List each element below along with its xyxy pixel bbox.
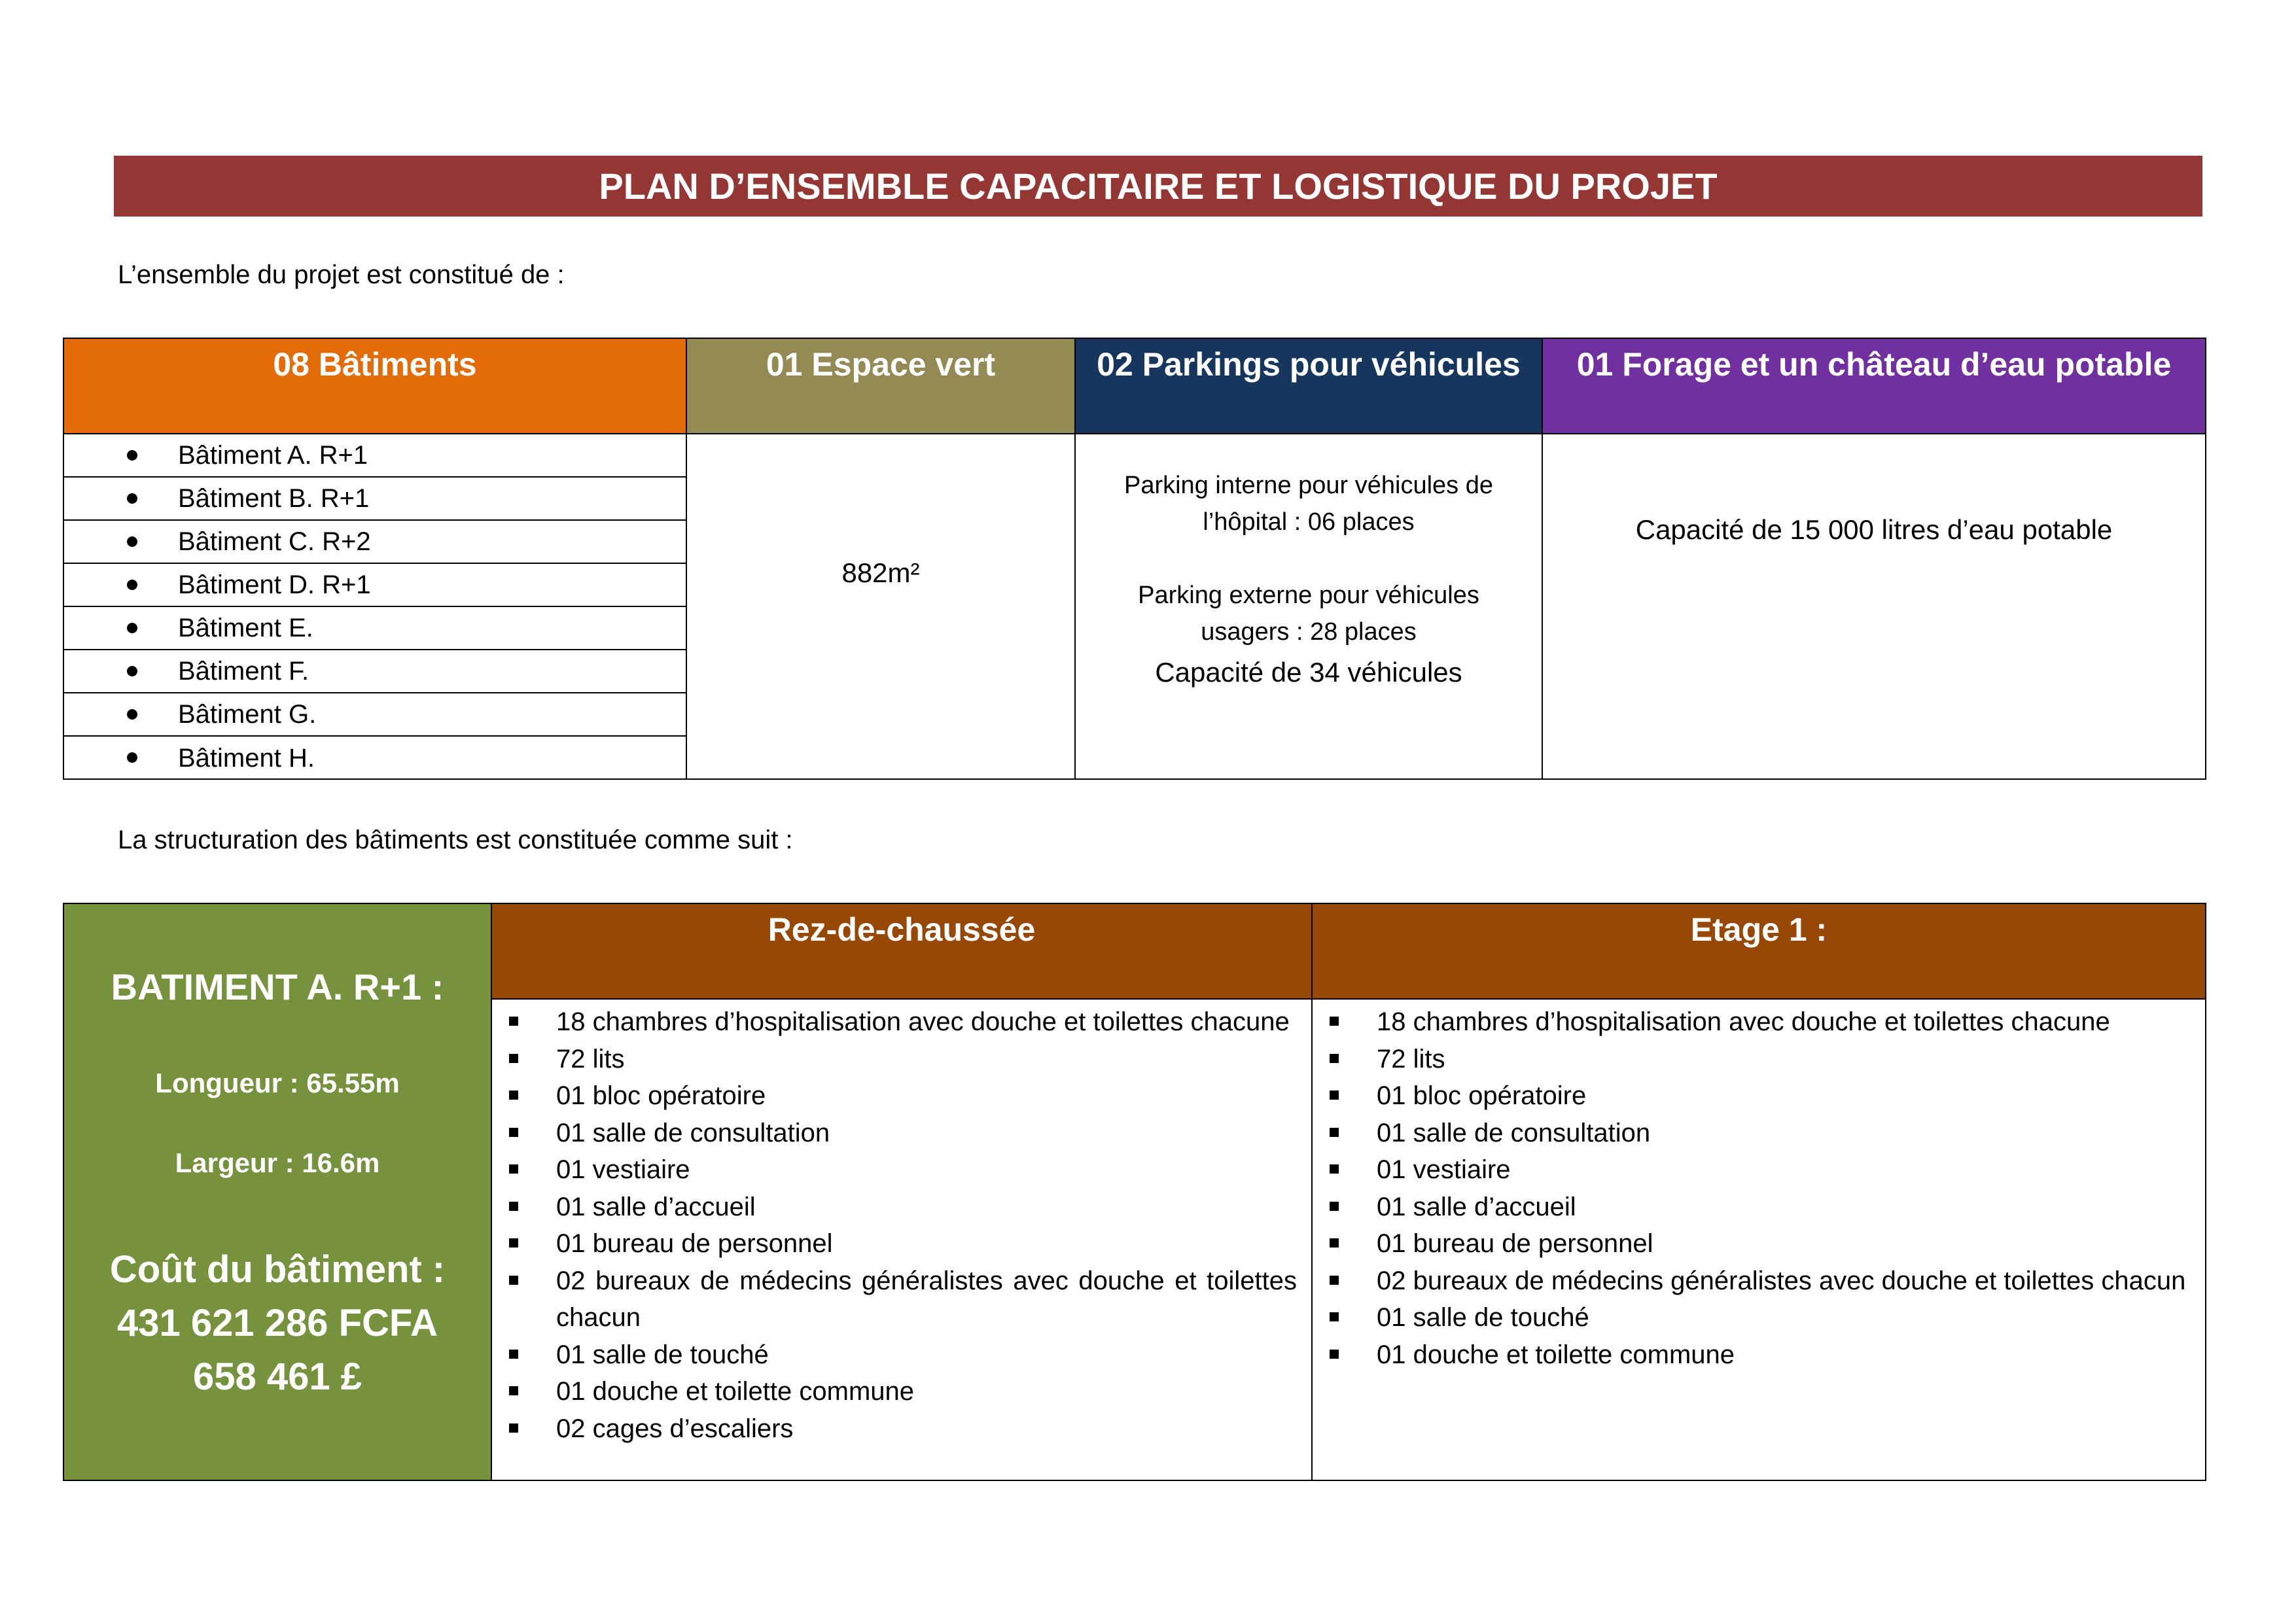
- list-item: [1326, 1263, 2192, 1300]
- list-item-text: 01 salle de touché: [556, 1340, 769, 1369]
- building-label: Bâtiment G.: [178, 699, 317, 729]
- square-bullet-icon: [1330, 1017, 1339, 1026]
- square-bullet-icon: [1330, 1091, 1339, 1100]
- list-item: [505, 1373, 1297, 1410]
- etage-column: [1313, 904, 2205, 1480]
- building-a-name: BATIMENT A. R+1 :: [111, 966, 444, 1007]
- list-item: [1326, 1077, 2192, 1115]
- buildings-header: 08 Bâtiments: [64, 339, 686, 434]
- building-label: Bâtiment F.: [178, 656, 309, 686]
- espace-vert-value: 882m²: [841, 557, 920, 588]
- buildings-list: [64, 434, 686, 780]
- square-bullet-icon: [509, 1091, 518, 1100]
- square-bullet-icon: [509, 1276, 518, 1285]
- page-title: PLAN D’ENSEMBLE CAPACITAIRE ET LOGISTIQUE DU PROJET: [599, 166, 1718, 207]
- list-item: [505, 1115, 1297, 1152]
- list-item: [64, 693, 686, 737]
- square-bullet-icon: [509, 1128, 518, 1137]
- square-bullet-icon: [1330, 1164, 1339, 1174]
- square-bullet-icon: [509, 1054, 518, 1063]
- bullet-icon: [127, 536, 137, 547]
- buildings-column: [64, 339, 687, 778]
- list-item: [64, 434, 686, 478]
- list-item: [1326, 1003, 2192, 1041]
- list-item-text: 72 lits: [1377, 1044, 1445, 1073]
- forage-capacite: Capacité de 15 000 litres d’eau potable: [1635, 514, 2113, 545]
- list-item: [64, 478, 686, 521]
- list-item: [1326, 1225, 2192, 1263]
- summary-table: [63, 338, 2206, 780]
- list-item-text: 01 bureau de personnel: [556, 1229, 833, 1258]
- square-bullet-icon: [1330, 1238, 1339, 1248]
- rdc-list: [505, 1003, 1297, 1447]
- list-item-text: 01 salle d’accueil: [556, 1192, 756, 1221]
- building-label: Bâtiment D. R+1: [178, 570, 371, 599]
- intro-text: L’ensemble du projet est constitué de :: [118, 260, 565, 289]
- espace-vert-column: [687, 339, 1076, 778]
- building-label: Bâtiment H.: [178, 743, 315, 773]
- list-item-text: 18 chambres d’hospitalisation avec douche et toilettes chacune: [1377, 1007, 2110, 1036]
- list-item: [1326, 1299, 2192, 1336]
- building-a-table: [63, 903, 2206, 1481]
- square-bullet-icon: [509, 1017, 518, 1026]
- list-item: [505, 1151, 1297, 1189]
- square-bullet-icon: [1330, 1350, 1339, 1359]
- parking-column: [1076, 339, 1543, 778]
- bullet-icon: [127, 666, 137, 676]
- list-item: [64, 737, 686, 780]
- square-bullet-icon: [509, 1238, 518, 1248]
- list-item-text: 72 lits: [556, 1044, 625, 1073]
- bullet-icon: [127, 752, 137, 763]
- bullet-icon: [127, 450, 137, 461]
- parking-externe: Parking externe pour véhicules usagers : 28 places: [1138, 582, 1479, 646]
- list-item: [505, 1077, 1297, 1115]
- rdc-header: Rez-de-chaussée: [492, 904, 1311, 1000]
- list-item: [505, 1041, 1297, 1078]
- list-item-text: 02 bureaux de médecins généralistes avec douche et toilettes chacun: [556, 1266, 1297, 1332]
- square-bullet-icon: [509, 1423, 518, 1433]
- list-item: [505, 1336, 1297, 1374]
- building-a-largeur: Largeur : 16.6m: [175, 1147, 380, 1178]
- square-bullet-icon: [509, 1386, 518, 1395]
- building-label: Bâtiment E.: [178, 613, 313, 642]
- list-item: [64, 607, 686, 650]
- list-item: [505, 1003, 1297, 1041]
- bullet-icon: [127, 580, 137, 590]
- list-item: [64, 650, 686, 693]
- parking-interne: Parking interne pour véhicules de l’hôpital : 06 places: [1123, 472, 1493, 536]
- list-item: [505, 1410, 1297, 1448]
- list-item-text: 01 bloc opératoire: [1377, 1081, 1587, 1110]
- list-item: [64, 564, 686, 607]
- square-bullet-icon: [1330, 1312, 1339, 1321]
- list-item-text: 18 chambres d’hospitalisation avec douche et toilettes chacune: [556, 1007, 1290, 1036]
- square-bullet-icon: [1330, 1202, 1339, 1211]
- building-a-longueur: Longueur : 65.55m: [155, 1068, 400, 1098]
- square-bullet-icon: [1330, 1128, 1339, 1137]
- cost-label: Coût du bâtiment :: [109, 1248, 446, 1291]
- building-label: Bâtiment C. R+2: [178, 527, 371, 556]
- list-item-text: 01 vestiaire: [556, 1155, 690, 1184]
- building-a-cost: [64, 1243, 491, 1404]
- list-item: [505, 1263, 1297, 1336]
- square-bullet-icon: [509, 1164, 518, 1174]
- list-item-text: 01 bloc opératoire: [556, 1081, 766, 1110]
- forage-column: [1543, 339, 2205, 778]
- cost-gbp: 658 461 £: [192, 1355, 362, 1398]
- structure-intro-text: La structuration des bâtiments est constituée comme suit :: [118, 826, 793, 854]
- parking-header: 02 Parkings pour véhicules: [1076, 339, 1542, 434]
- rdc-column: [492, 904, 1313, 1480]
- list-item-text: 01 vestiaire: [1377, 1155, 1511, 1184]
- list-item-text: 01 salle de touché: [1377, 1303, 1589, 1332]
- etage-list: [1326, 1003, 2192, 1373]
- forage-header: 01 Forage et un château d’eau potable: [1543, 339, 2205, 434]
- building-label: Bâtiment A. R+1: [178, 440, 368, 470]
- square-bullet-icon: [1330, 1054, 1339, 1063]
- list-item: [64, 521, 686, 564]
- square-bullet-icon: [509, 1202, 518, 1211]
- building-label: Bâtiment B. R+1: [178, 483, 370, 513]
- list-item: [1326, 1189, 2192, 1226]
- bullet-icon: [127, 623, 137, 633]
- list-item: [1326, 1041, 2192, 1078]
- square-bullet-icon: [509, 1350, 518, 1359]
- bullet-icon: [127, 493, 137, 504]
- etage-header: Etage 1 :: [1313, 904, 2205, 1000]
- list-item: [1326, 1151, 2192, 1189]
- page-title-banner: [114, 156, 2202, 217]
- list-item-text: 01 salle de consultation: [556, 1118, 830, 1147]
- list-item: [1326, 1336, 2192, 1374]
- parking-capacite: Capacité de 34 véhicules: [1155, 657, 1462, 688]
- list-item: [1326, 1115, 2192, 1152]
- list-item-text: 02 bureaux de médecins généralistes avec douche et toilettes chacun: [1377, 1266, 2186, 1295]
- building-a-summary: [64, 904, 492, 1480]
- list-item-text: 02 cages d’escaliers: [556, 1414, 794, 1443]
- square-bullet-icon: [1330, 1276, 1339, 1285]
- list-item: [505, 1189, 1297, 1226]
- cost-fcfa: 431 621 286 FCFA: [116, 1302, 438, 1344]
- list-item-text: 01 salle d’accueil: [1377, 1192, 1576, 1221]
- list-item-text: 01 douche et toilette commune: [556, 1377, 915, 1406]
- list-item: [505, 1225, 1297, 1263]
- list-item-text: 01 salle de consultation: [1377, 1118, 1651, 1147]
- list-item-text: 01 douche et toilette commune: [1377, 1340, 1735, 1369]
- list-item-text: 01 bureau de personnel: [1377, 1229, 1653, 1258]
- espace-vert-header: 01 Espace vert: [687, 339, 1074, 434]
- bullet-icon: [127, 709, 137, 720]
